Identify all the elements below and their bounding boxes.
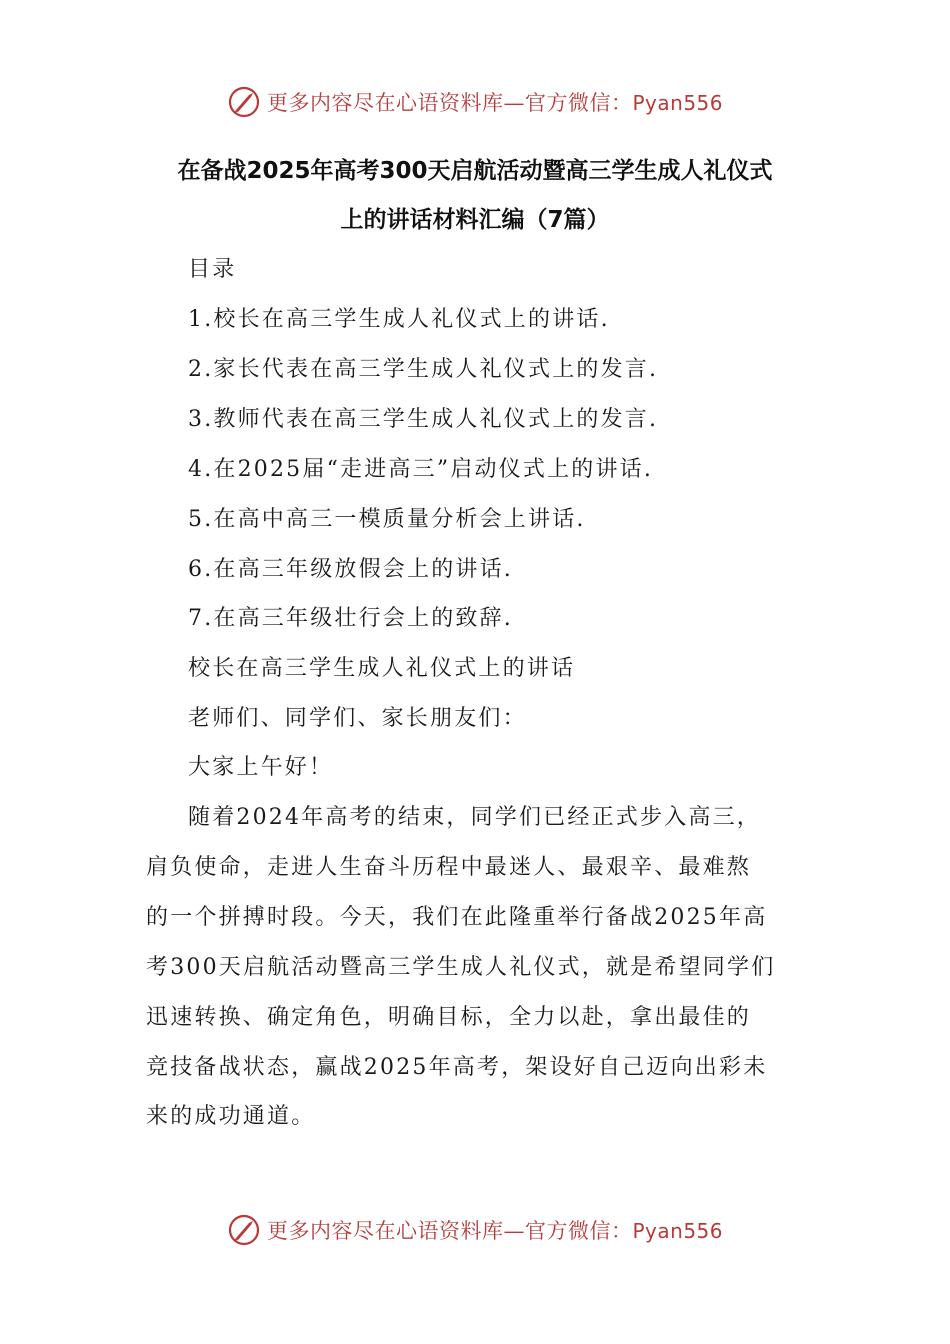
paragraph-line: 来的成功通道。 [146,1104,316,1129]
document-title-line-2: 上的讲话材料汇编（7篇） [340,207,610,233]
watermark-label: 更多内容尽在心语资料库—官方微信： [266,91,633,115]
paragraph-line: 的一个拼搏时段。今天，我们在此隆重举行备战2025年高 [146,905,768,930]
paragraph-line: 考300天启航活动暨高三学生成人礼仪式，就是希望同学们 [146,955,776,980]
toc-item: 5.在高中高三一模质量分析会上讲话. [188,507,586,532]
watermark-label: 更多内容尽在心语资料库—官方微信： [266,1219,633,1243]
watermark-text [267,1215,723,1245]
speech-salutation: 老师们、同学们、家长朋友们： [188,706,527,731]
toc-item: 7.在高三年级壮行会上的致辞. [188,606,513,631]
header-watermark-banner [0,80,950,124]
paragraph-line: 随着2024年高考的结束，同学们已经正式步入高三， [188,805,761,830]
quill-pen-logo-icon [227,85,261,119]
toc-heading: 目录 [188,257,237,282]
toc-item: 1.校长在高三学生成人礼仪式上的讲话. [188,307,610,332]
toc-item: 4.在2025届“走进高三”启动仪式上的讲话. [188,457,654,482]
footer-watermark-banner [0,1208,950,1252]
speech-greeting: 大家上午好！ [188,755,334,780]
watermark-text [267,87,723,117]
document-title-line-1: 在备战2025年高考300天启航活动暨高三学生成人礼仪式 [177,158,773,184]
toc-item: 3.教师代表在高三学生成人礼仪式上的发言. [188,407,659,432]
wechat-handle: Pyan556 [632,91,723,115]
toc-item: 6.在高三年级放假会上的讲话. [188,557,513,582]
paragraph-line: 迅速转换、确定角色，明确目标，全力以赴，拿出最佳的 [146,1005,752,1030]
toc-item: 2.家长代表在高三学生成人礼仪式上的发言. [188,357,659,382]
speech-title: 校长在高三学生成人礼仪式上的讲话 [188,656,576,681]
paragraph-line: 肩负使命，走进人生奋斗历程中最迷人、最艰辛、最难熬 [146,855,752,880]
paragraph-line: 竞技备战状态，赢战2025年高考，架设好自己迈向出彩未 [146,1055,768,1080]
wechat-handle: Pyan556 [632,1219,723,1243]
quill-pen-logo-icon [227,1213,261,1247]
